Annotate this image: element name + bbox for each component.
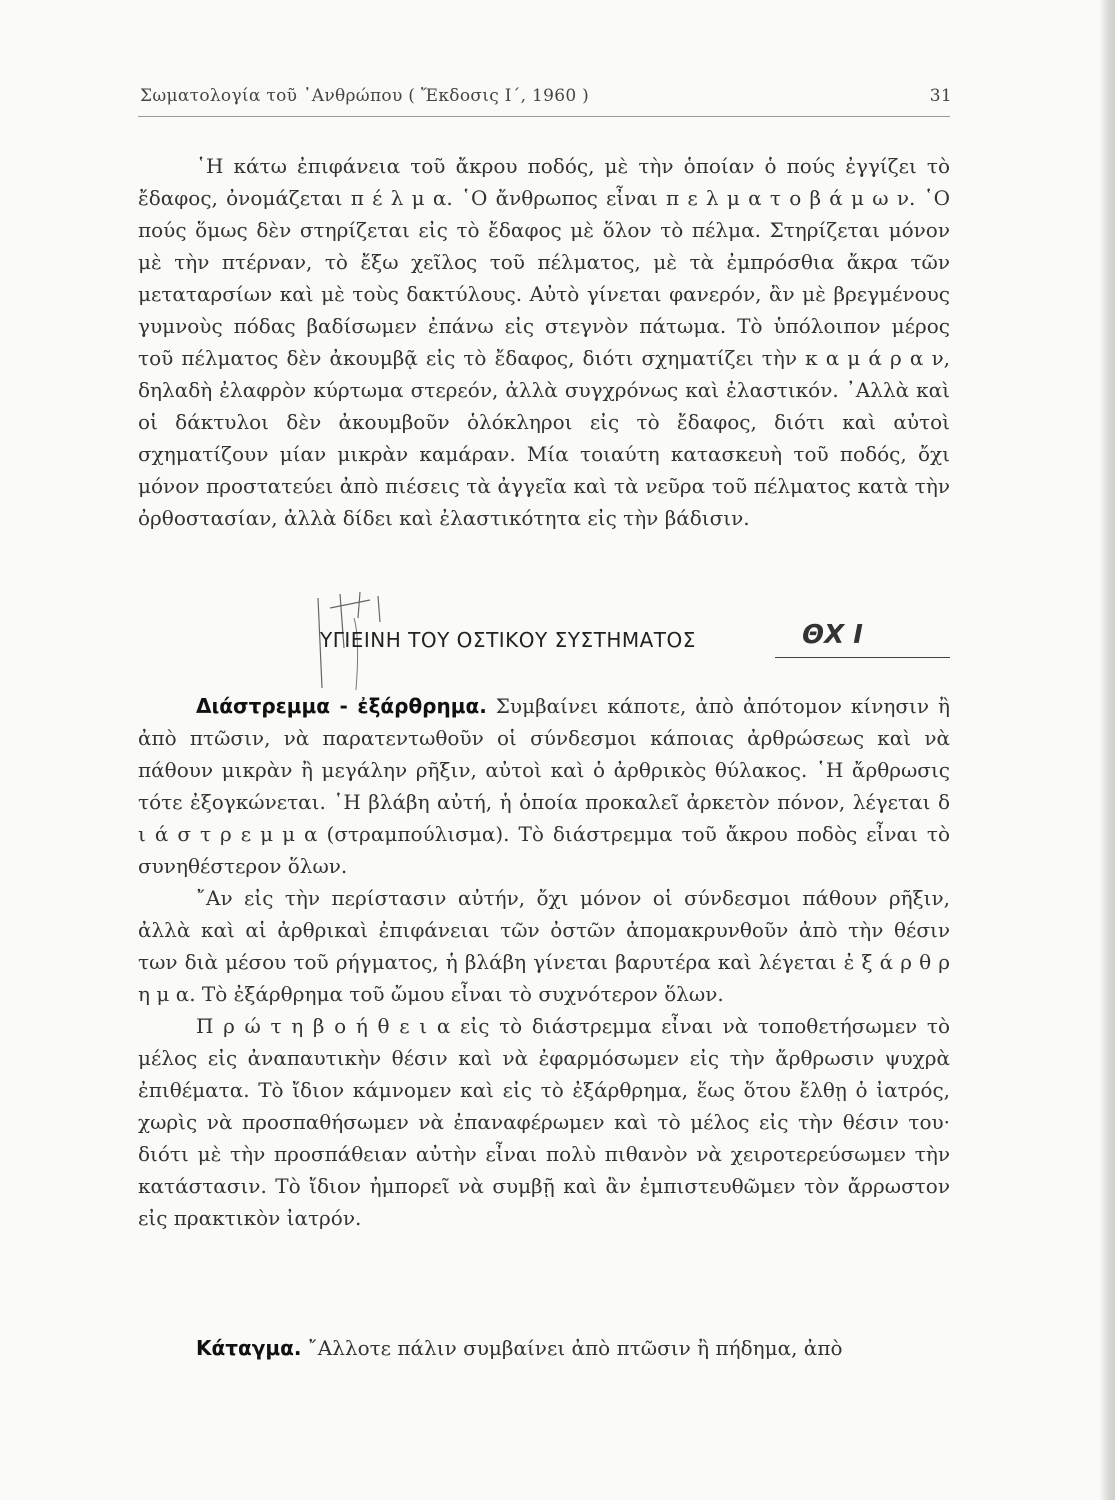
paragraph-foot-sole [138, 150, 950, 534]
paragraph-text: ῾Η κάτω ἐπιφάνεια τοῦ ἄκρου ποδός, μὲ τὴν ὁποίαν ὁ πούς ἐγγίζει τὸ ἔδαφος, ὀνομάζεται π έ λ μ α. ῾Ο ἄνθρωπος εἶναι π ε λ μ α τ ο β ά μ ω ν. ῾Ο πούς ὅμως δὲν στηρίζεται εἰς τὸ ἔδαφος μὲ ὅλον τὸ πέλμα. Στηρίζεται μόνον μὲ τὴν πτέρναν, τὸ ἔξω χεῖλος τοῦ πέλματος, μὲ τὰ ἐμπρόσθια ἄκρα τῶν μεταταρσίων καὶ μὲ τοὺς δακτύλους. Αὐτὸ γίνεται φανερόν, ἂν μὲ βρεγμένους γυμνοὺς πόδας βαδίσωμεν ἐπάνω εἰς στεγνὸν πάτωμα. Τὸ ὑπόλοιπον μέρος τοῦ πέλματος δὲν ἀκουμβᾷ εἰς τὸ ἔδαφος, διότι σχηματίζει τὴν κ α μ ά ρ α ν, δηλαδὴ ἐλαφρὸν κύρτωμα στερεόν, ἀλλὰ συγχρόνως καὶ ἐλαστικόν. ᾿Αλλὰ καὶ οἱ δάκτυλοι δὲν ἀκουμβοῦν ὁλόκληροι εἰς τὸ ἔδαφος, διότι καὶ αὐτοὶ σχηματίζουν μίαν μικρὰν καμάραν. Μία τοιαύτη κατασκευὴ τοῦ ποδός, ὄχι μόνον προστατεύει ἀπὸ πιέσεις τὰ ἀγγεῖα καὶ τὰ νεῦρα τοῦ πέλματος κατὰ τὴν ὀρθοστασίαν, ἀλλὰ δίδει καὶ ἐλαστικότητα εἰς τὴν βάδισιν. [138, 154, 950, 530]
section-sprain-dislocation [138, 690, 950, 1234]
running-header [140, 86, 952, 106]
first-aid-paragraph: Π ρ ώ τ η β ο ή θ ε ι α εἰς τὸ διάστρεμμα εἶναι νὰ τοποθετήσωμεν τὸ μέλος εἰς ἀναπαυτικὴν θέσιν καὶ νὰ ἐφαρμόσωμεν εἰς τὴν ἄρθρωσιν ψυχρὰ ἐπιθέματα. Τὸ ἴδιον κάμνομεν καὶ εἰς τὸ ἐξάρθρημα, ἕως ὅτου ἔλθῃ ὁ ἰατρός, χωρὶς νὰ προσπαθήσωμεν νὰ ἐπαναφέρωμεν καὶ τὸ μέλος εἰς τὴν θέσιν του· διότι μὲ τὴν προσπάθειαν αὐτὴν εἶναι πολὺ πιθανὸν νὰ χειροτερεύσωμεν τὴν κατάστασιν. Τὸ ἴδιον ἠμπορεῖ νὰ συμβῇ καὶ ἂν ἐμπιστευθῶμεν τὸν ἄρρωστον εἰς πρακτικὸν ἰατρόν. [138, 1014, 950, 1230]
header-rule [138, 116, 950, 117]
fracture-paragraph [138, 1332, 950, 1364]
page-number: 31 [929, 86, 952, 106]
sprain-lead-title: Διάστρεμμα - ἐξάρθρημα. [196, 694, 487, 718]
section-fracture [138, 1332, 950, 1364]
fracture-text: ῎Αλλοτε πάλιν συμβαίνει ἀπὸ πτῶσιν ἢ πήδημα, ἀπὸ [307, 1336, 843, 1360]
annotation-underline [775, 657, 950, 658]
handwritten-note: ΘΧ Ι [802, 620, 863, 650]
sprain-paragraph [138, 690, 950, 882]
running-title: Σωματολογία τοῦ ᾿Ανθρώπου ( Ἔκδοσις Ι΄, 1960 ) [140, 86, 590, 106]
section-heading: ΥΓΙΕΙΝΗ ΤΟΥ ΟΣΤΙΚΟΥ ΣΥΣΤΗΜΑΤΟΣ [320, 628, 696, 652]
page-edge-shadow [1099, 0, 1115, 1500]
dislocation-paragraph: ῎Αν εἰς τὴν περίστασιν αὐτήν, ὄχι μόνον οἱ σύνδεσμοι πάθουν ρῆξιν, ἀλλὰ καὶ αἱ ἀρθρικαὶ ἐπιφάνειαι τῶν ὀστῶν ἀπομακρυνθοῦν ἀπὸ τὴν θέσιν των διὰ μέσου τοῦ ρήγματος, ἡ βλάβη γίνεται βαρυτέρα καὶ λέγεται ἐ ξ ά ρ θ ρ η μ α. Τὸ ἐξάρθρημα τοῦ ὤμου εἶναι τὸ συχνότερον ὅλων. [138, 886, 950, 1006]
fracture-lead-title: Κάταγμα. [196, 1336, 302, 1360]
sprain-text: Συμβαίνει κάποτε, ἀπὸ ἀπότομον κίνησιν ἢ ἀπὸ πτῶσιν, νὰ παρατεντωθοῦν οἱ σύνδεσμοι κάποιας ἀρθρώσεως καὶ νὰ πάθουν μικρὰν ἢ μεγάλην ρῆξιν, αὐτοὶ καὶ ὁ ἀρθρικὸς θύλακος. ῾Η ἄρθρωσις τότε ἐξογκώνεται. ῾Η βλάβη αὐτή, ἡ ὁποία προκαλεῖ ἀρκετὸν πόνον, λέγεται δ ι ά σ τ ρ ε μ μ α (στραμπούλισμα). Τὸ διάστρεμμα τοῦ ἄκρου ποδὸς εἶναι τὸ συνηθέστερον ὅλων. [138, 694, 950, 878]
